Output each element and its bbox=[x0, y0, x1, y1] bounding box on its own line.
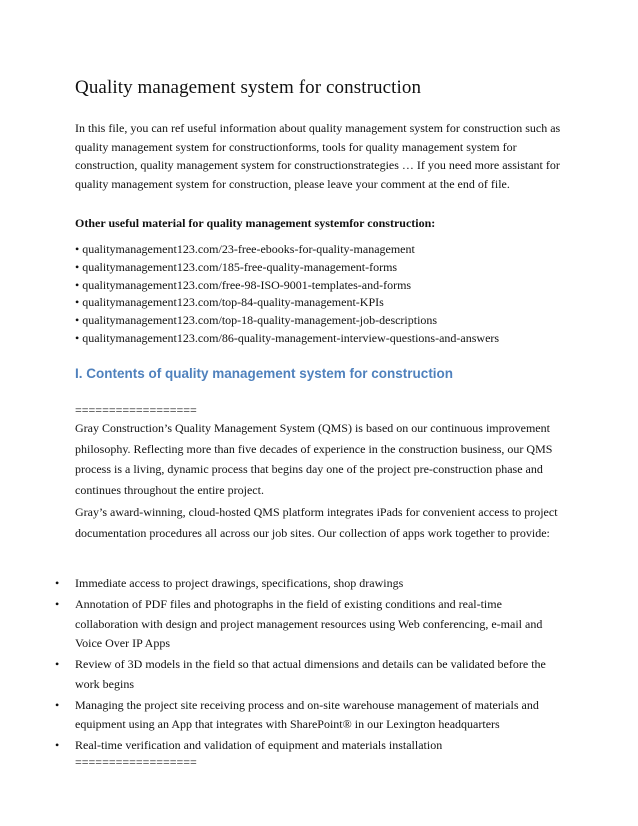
resource-link[interactable]: • qualitymanagement123.com/23-free-ebooks-for-quality-management bbox=[75, 242, 415, 256]
intro-paragraph: In this file, you can ref useful information about quality management system for construction such as quality management system for constructionforms, tools for quality management system for construction, quality management system for constructionstrategies … If you need more assistant for quality management system for construction, please leave your comment at the end of file. bbox=[75, 121, 561, 191]
list-item-text: Managing the project site receiving process and on-site warehouse management of materials and equipment using an App that integrates with SharePoint® in our Lexington headquarters bbox=[75, 697, 539, 731]
bullet-icon: • bbox=[55, 597, 60, 611]
list-item-text: Real-time verification and validation of equipment and materials installation bbox=[75, 738, 443, 752]
list-item bbox=[55, 736, 565, 769]
feature-bullet-list bbox=[55, 574, 565, 769]
list-item bbox=[55, 655, 565, 694]
document-title: Quality management system for construction bbox=[75, 77, 422, 98]
resource-link-list bbox=[75, 241, 499, 348]
resource-link[interactable]: • qualitymanagement123.com/185-free-quality-management-forms bbox=[75, 259, 398, 274]
bullet-icon: • bbox=[55, 738, 60, 752]
resource-link[interactable]: • qualitymanagement123.com/86-quality-management-interview-questions-and-answers bbox=[75, 330, 500, 345]
section-heading: I. Contents of quality management system for construction bbox=[75, 366, 454, 381]
separator-line: ================== bbox=[75, 403, 197, 417]
resource-link[interactable]: • qualitymanagement123.com/free-98-ISO-9001-templates-and-forms bbox=[75, 277, 412, 292]
bullet-icon: • bbox=[55, 657, 60, 671]
other-material-heading: Other useful material for quality management systemfor construction: bbox=[75, 216, 436, 230]
bullet-icon: • bbox=[55, 576, 60, 590]
bullet-icon: • bbox=[55, 697, 60, 712]
list-item-text: Immediate access to project drawings, specifications, shop drawings bbox=[75, 576, 404, 590]
resource-link[interactable]: • qualitymanagement123.com/top-18-quality-management-job-descriptions bbox=[75, 313, 438, 328]
list-item-text: Annotation of PDF files and photographs in the field of existing conditions and real-time collaboration with design and project management resources using Web conferencing, e-mail and Voice Over IP Apps bbox=[75, 597, 543, 650]
resource-link[interactable]: • qualitymanagement123.com/top-84-quality-management-KPIs bbox=[75, 295, 384, 310]
list-item bbox=[55, 696, 565, 735]
list-item bbox=[55, 595, 565, 654]
platform-paragraph: Gray’s award-winning, cloud-hosted QMS platform integrates iPads for convenient access to project documentation procedures all across our job sites. Our collection of apps work together to provide: bbox=[75, 505, 558, 540]
separator-line: ================== bbox=[75, 754, 197, 769]
qms-paragraph: Gray Construction’s Quality Management System (QMS) is based on our continuous improvement philosophy. Reflecting more than five decades of experience in the construction business, our QMS process is a living, dynamic process that begins day one of the project pre-construction phase and continues throughout the entire project. bbox=[75, 421, 553, 497]
list-item bbox=[55, 574, 565, 594]
list-item-text: Review of 3D models in the field so that actual dimensions and details can be validated before the work begins bbox=[75, 657, 546, 691]
